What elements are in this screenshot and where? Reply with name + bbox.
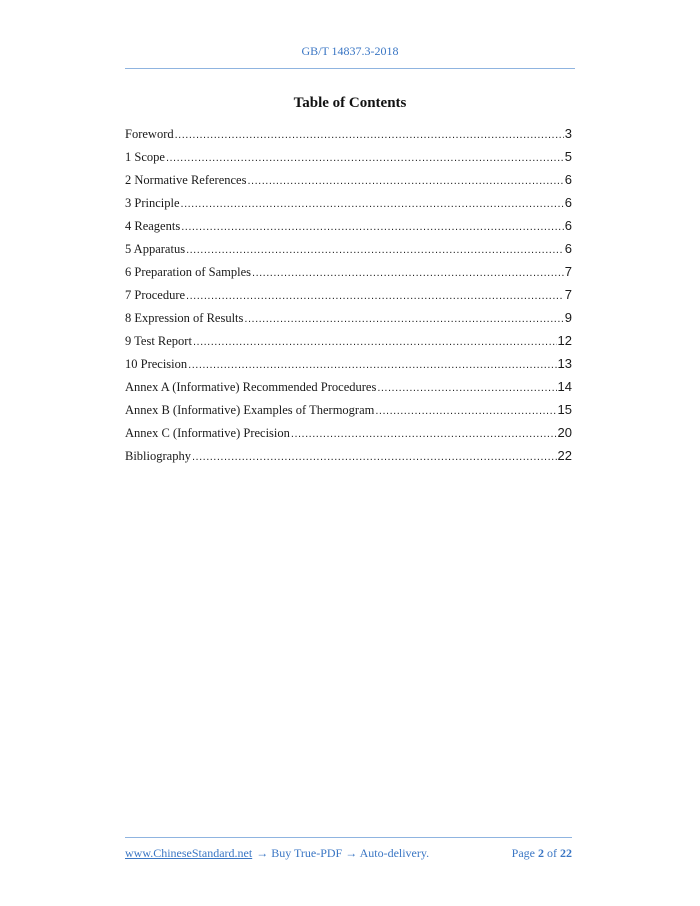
toc-entry-label: 8 Expression of Results: [125, 311, 244, 325]
toc-dot-leader: [166, 152, 564, 164]
toc-entry[interactable]: [125, 356, 572, 379]
page-word: Page: [511, 846, 535, 860]
toc-entry[interactable]: [125, 172, 572, 195]
toc-entry-page: 6: [564, 218, 572, 233]
toc-entry[interactable]: [125, 149, 572, 172]
toc-entry-label: 10 Precision: [125, 357, 188, 371]
toc-dot-leader: [192, 451, 557, 463]
footer: [125, 846, 572, 861]
toc-entry-label: 5 Apparatus: [125, 242, 186, 256]
footer-left: [125, 846, 429, 861]
toc-entry-page: 9: [564, 310, 572, 325]
toc-entry-page: 7: [564, 287, 572, 302]
toc-entry[interactable]: [125, 448, 572, 471]
toc-entry-label: Annex C (Informative) Precision: [125, 426, 290, 440]
toc-dot-leader: [181, 198, 564, 210]
toc-entry-label: 6 Preparation of Samples: [125, 265, 252, 279]
toc-dot-leader: [377, 382, 556, 394]
toc-entry[interactable]: [125, 379, 572, 402]
toc-entry-page: 6: [564, 241, 572, 256]
toc-entry-label: Bibliography: [125, 449, 191, 463]
toc-dot-leader: [188, 359, 556, 371]
toc-entry[interactable]: [125, 264, 572, 287]
toc-entry-page: 22: [557, 448, 572, 463]
toc-entry-label: Annex B (Informative) Examples of Thermogram: [125, 403, 375, 417]
footer-website-link[interactable]: www.ChineseStandard.net: [125, 846, 253, 860]
page-total: 22: [560, 846, 572, 860]
toc-entry[interactable]: [125, 310, 572, 333]
toc-entry-label: 4 Reagents: [125, 219, 181, 233]
toc-dot-leader: [244, 313, 563, 325]
toc-entry-page: 6: [564, 172, 572, 187]
toc-dot-leader: [247, 175, 563, 187]
of-word: of: [547, 846, 557, 860]
running-header: GB/T 14837.3-2018: [301, 44, 399, 58]
toc-entry-label: Foreword: [125, 127, 174, 141]
toc-entry[interactable]: [125, 126, 572, 149]
toc-entry-page: 14: [557, 379, 572, 394]
toc-entry[interactable]: [125, 218, 572, 241]
toc-entry-label: 9 Test Report: [125, 334, 192, 348]
toc-entry-page: 5: [564, 149, 572, 164]
toc-entry-page: 20: [557, 425, 572, 440]
toc-entry-label: 1 Scope: [125, 150, 165, 164]
toc-title: Table of Contents: [293, 95, 407, 111]
toc-entry-label: 2 Normative References: [125, 173, 247, 187]
toc-entry-page: 13: [557, 356, 572, 371]
footer-promo: → Buy True-PDF → Auto-delivery.: [256, 846, 430, 860]
toc-dot-leader: [252, 267, 564, 279]
toc-dot-leader: [175, 129, 564, 141]
toc-entry[interactable]: [125, 425, 572, 448]
toc-dot-leader: [375, 405, 556, 417]
toc-entry[interactable]: [125, 287, 572, 310]
page-current: 2: [538, 846, 544, 860]
toc-dot-leader: [291, 428, 557, 440]
toc-entry-page: 6: [564, 195, 572, 210]
toc-entry-label: Annex A (Informative) Recommended Procedures: [125, 380, 377, 394]
toc-entry-page: 12: [557, 333, 572, 348]
toc-entry-page: 15: [557, 402, 572, 417]
toc-entry-page: 7: [564, 264, 572, 279]
toc-entry[interactable]: [125, 241, 572, 264]
toc-dot-leader: [193, 336, 557, 348]
toc-entry-label: 3 Principle: [125, 196, 180, 210]
header-rule: [125, 68, 575, 69]
footer-rule: [125, 837, 572, 838]
toc-dot-leader: [181, 221, 564, 233]
toc-entry[interactable]: [125, 402, 572, 425]
toc-entry[interactable]: [125, 195, 572, 218]
toc-list: [125, 126, 572, 471]
toc-dot-leader: [186, 290, 564, 302]
toc-entry[interactable]: [125, 333, 572, 356]
toc-dot-leader: [186, 244, 564, 256]
page-indicator: [512, 846, 572, 861]
toc-entry-page: 3: [564, 126, 572, 141]
toc-entry-label: 7 Procedure: [125, 288, 186, 302]
